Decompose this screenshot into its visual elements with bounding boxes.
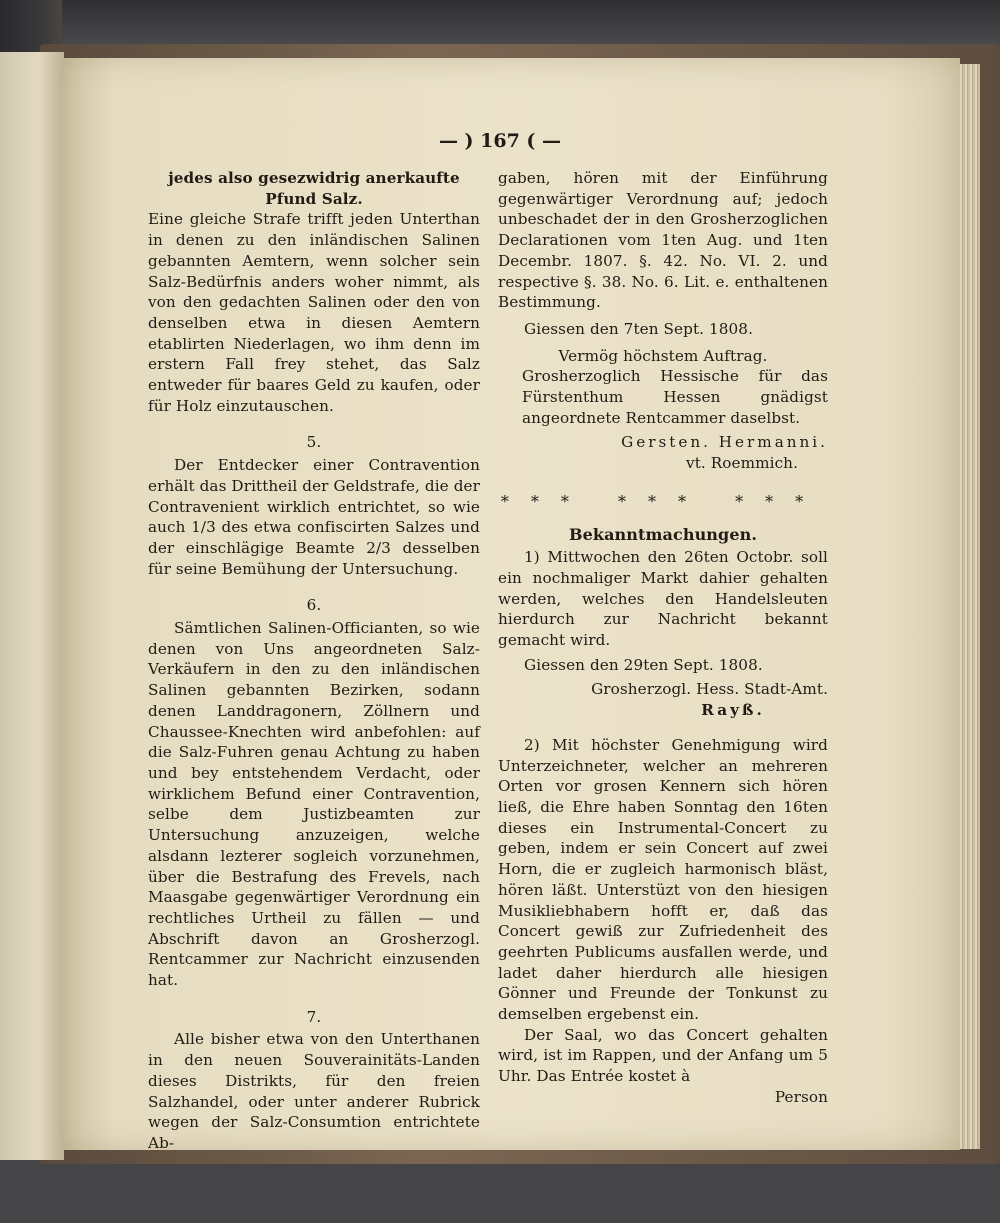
paragraph-7: Alle bisher etwa von den Unterthanen in den neuen Souverainitäts-Landen dieses Distrikts, für den freien Salzhandel, oder unter anderer Rubrick wegen der Salz-Consumtion entrichtete Ab- bbox=[148, 1030, 480, 1152]
background-bottom bbox=[0, 1160, 1000, 1223]
background-top bbox=[0, 0, 1000, 45]
signer-line-2: vt. Roemmich. bbox=[686, 454, 798, 473]
authority-line: Vermög höchstem Auftrag. bbox=[558, 346, 768, 365]
date-line-1: Giessen den 7ten Sept. 1808. bbox=[524, 319, 753, 338]
date-line-2: Giessen den 29ten Sept. 1808. bbox=[524, 655, 763, 674]
section-number-5: 5. bbox=[306, 433, 322, 452]
section-number-7: 7. bbox=[306, 1007, 322, 1026]
office-line-2: Grosherzogl. Hess. Stadt-Amt. bbox=[591, 680, 828, 699]
notice-2: 2) Mit höchster Genehmigung wird Unterzeichneter, welcher an mehreren Orten vor grosen Kennern sich hören ließ, die Ehre haben Sonntag den 16ten dieses ein Instrumental-Concert zu geben, indem er sein Concert auf zwei Horn, die er zugleich harmonisch bläst, hören läßt. Unterstüzt von den hiesigen Musikliebhabern hofft er, daß das Concert gewiß zur Zufriedenheit des geehrten Publicums ausfallen werde, und ladet daher hierdurch alle hiesigen Gönner und Freunde der Tonkunst zu demselben ergebenst ein. bbox=[498, 735, 828, 1024]
catchword: Person bbox=[774, 1087, 828, 1106]
facing-page-edge bbox=[0, 52, 64, 1160]
page-header: — ) 167 ( — bbox=[438, 130, 562, 152]
notice-1: 1) Mittwochen den 26ten Octobr. soll ein nochmaliger Markt dahier gehalten werden, welches den Handelsleuten hierdurch zur Nachricht bekannt gemacht wird. bbox=[498, 548, 828, 650]
notice-2-continued: Der Saal, wo das Concert gehalten wird, ist im Rappen, und der Anfang um 5 Uhr. Das Entrée kostet à bbox=[498, 1025, 828, 1086]
office-line: Grosherzoglich Hessische für das Fürstenthum Hessen gnädigst angeordnete Rentcammer daselbst. bbox=[522, 367, 828, 427]
section-number-6: 6. bbox=[306, 596, 322, 615]
intro-text: jedes also gesezwidrig anerkaufte Pfund Salz. bbox=[168, 169, 460, 208]
left-column bbox=[148, 168, 480, 1154]
paragraph-1: Eine gleiche Strafe trifft jeden Unterthan in denen zu den inländischen Salinen gebannten Aemtern, wenn solcher sein Salz-Bedürfnis anders woher nimmt, als von den gedachten Salinen oder den von denselben etwa in diesen Aemtern etablirten Niederlagen, wo ihm denn im erstern Fall frey stehet, das Salz entweder für baares Geld zu kaufen, oder für Holz einzutauschen. bbox=[148, 210, 480, 415]
ornament-stars: *** *** *** bbox=[500, 491, 826, 511]
signer-line-3: Rayß. bbox=[701, 701, 765, 720]
paragraph-continued: gaben, hören mit der Einführung gegenwärtiger Verordnung auf; jedoch unbeschadet der in den Grosherzoglichen Declarationen vom 1ten Aug. und 1ten Decembr. 1807. §. 42. No. VI. 2. und respective §. 38. No. 6. Lit. e. enthaltenen Bestimmung. bbox=[498, 169, 828, 312]
paragraph-5: Der Entdecker einer Contravention erhält das Drittheil der Geldstrafe, die der Contravenient wirklich entrichtet, so wie auch 1/3 des etwa confiscirten Salzes und der einschlägige Beamte 2/3 desselben für seine Bemühung der Untersuchung. bbox=[148, 456, 480, 578]
signers-line: Gersten. Hermanni. bbox=[621, 433, 828, 452]
right-column bbox=[498, 168, 828, 1108]
page-edges bbox=[958, 64, 980, 1149]
section-title: Bekanntmachungen. bbox=[568, 524, 758, 544]
paragraph-6: Sämtlichen Salinen-Officianten, so wie denen von Uns angeordneten Salz-Verkäufern in den zu den inländischen Salinen gebannten Bezirken, sodann denen Landdragonern, Zöllnern und Chaussee-Knechten wird anbefohlen: auf die Salz-Fuhren genau Achtung zu haben und bey entstehendem Verdacht, oder wirklichem Befund einer Contravention, selbe dem Justizbeamten zur Untersuchung anzuzeigen, welche alsdann lezterer sogleich vorzunehmen, über die Bestrafung des Frevels, nach Maasgabe gegenwärtiger Verordnung ein rechtliches Urtheil zu fällen — und Abschrift davon an Grosherzogl. Rentcammer zur Nachricht einzusenden hat. bbox=[148, 619, 480, 990]
